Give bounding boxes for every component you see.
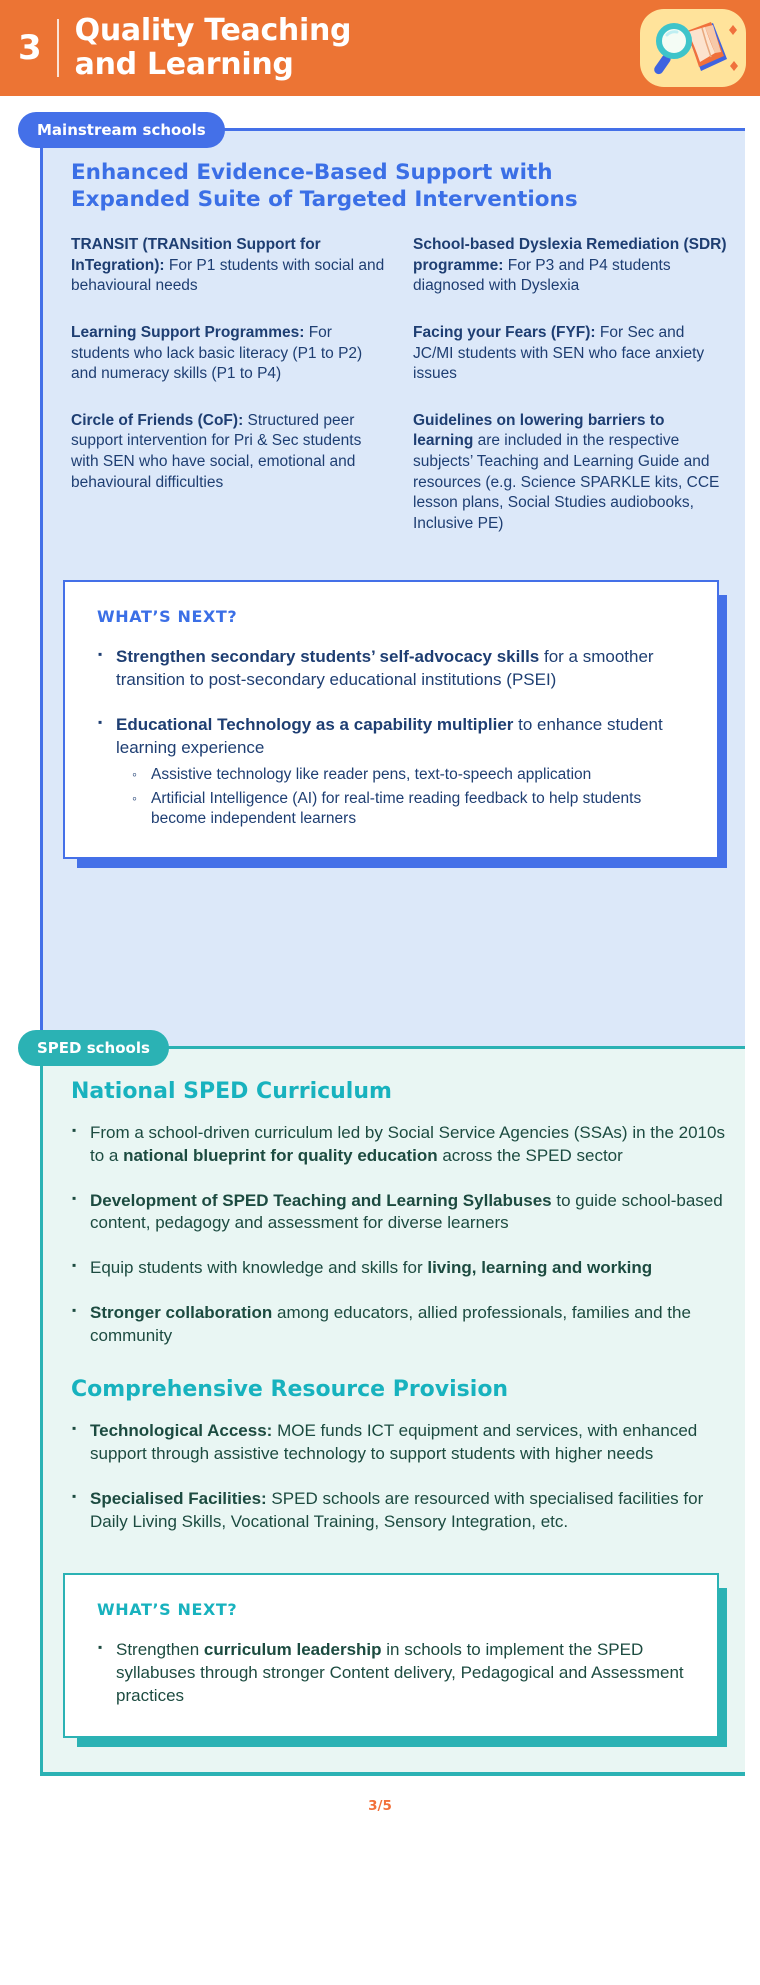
mainstream-badge	[18, 112, 225, 148]
sped-curriculum-heading: National SPED Curriculum	[71, 1079, 392, 1104]
page-title	[75, 14, 640, 81]
whats-next-title: WHAT’S NEXT?	[97, 1600, 238, 1620]
whats-next-subitem: ◦ Artificial Intelligence (AI) for real-time reading feedback to help students become independent learners	[132, 789, 691, 829]
page-indicator: 3/5	[368, 1797, 392, 1814]
sped-section	[37, 1039, 745, 1776]
magnifier-icon	[652, 26, 689, 76]
whats-next-item	[97, 646, 691, 692]
whats-next-subitem: ◦ Assistive technology like reader pens, text-to-speech application	[132, 765, 691, 785]
intervention-item: School-based Dyslexia Remediation (SDR) programme: For P3 and P4 students diagnosed with Dyslexia	[413, 236, 727, 295]
intervention-item: TRANSIT (TRANsition Support for InTegration): For P1 students with social and behavioural needs	[71, 236, 385, 295]
whats-next-list	[97, 1639, 691, 1707]
whats-next-list	[97, 646, 691, 828]
whats-next-item	[97, 1639, 691, 1707]
mainstream-heading	[71, 159, 729, 213]
header-divider	[57, 19, 59, 77]
section-number: 3	[18, 28, 42, 68]
sped-curriculum-list	[71, 1122, 729, 1347]
mainstream-whats-next-box	[63, 580, 719, 858]
whats-next-item-text: Educational Technology as a capability multiplier to enhance student learning experience	[116, 715, 663, 757]
book-magnifier-icon	[640, 9, 746, 87]
intervention-columns	[71, 235, 729, 534]
sped-curriculum-item: ▪ From a school-driven curriculum led by Social Service Agencies (SSAs) in the 2010s to a national blueprint for quality education across the SPED sector	[71, 1122, 729, 1168]
page-title-line2: and Learning	[74, 47, 294, 82]
sped-curriculum-item: ▪ Stronger collaboration among educators, allied professionals, families and the community	[71, 1302, 729, 1348]
sped-badge-label: SPED schools	[37, 1039, 150, 1057]
mainstream-heading-line2: Expanded Suite of Targeted Interventions	[71, 187, 578, 213]
whats-next-title: WHAT’S NEXT?	[97, 607, 238, 627]
sped-badge	[18, 1030, 169, 1066]
interventions-left-column	[71, 235, 387, 534]
mainstream-section	[37, 121, 745, 1046]
interventions-right-column	[413, 235, 729, 534]
page-title-line1: Quality Teaching	[74, 13, 352, 49]
intervention-item: Circle of Friends (CoF): Structured peer support intervention for Pri & Sec students with SEN who have social, emotional and behavioural difficulties	[71, 411, 362, 491]
whats-next-sublist	[132, 765, 691, 829]
whats-next-item-text: Strengthen secondary students’ self-advocacy skills for a smoother transition to post-secondary educational institutions (PSEI)	[116, 647, 654, 690]
sparkle-diamond-icon	[730, 61, 738, 71]
sped-curriculum-item: ▪ Development of SPED Teaching and Learning Syllabuses to guide school-based content, pedagogy and assessment for diverse learners	[71, 1190, 729, 1236]
sped-whats-next-box	[63, 1573, 719, 1737]
sped-resources-item: ▪ Technological Access: MOE funds ICT equipment and services, with enhanced support through assistive technology to support students with higher needs	[71, 1420, 729, 1466]
mainstream-badge-label: Mainstream schools	[37, 121, 206, 139]
whats-next-item	[97, 714, 691, 829]
open-book-icon	[687, 22, 727, 71]
whats-next-item-text: Strengthen curriculum leadership in schools to implement the SPED syllabuses through stronger Content delivery, Pedagogical and Assessment practices	[116, 1640, 684, 1705]
sped-curriculum-item: ▪ Equip students with knowledge and skills for living, learning and working	[71, 1257, 729, 1280]
page-header	[0, 0, 760, 96]
sped-resources-heading: Comprehensive Resource Provision	[71, 1377, 509, 1403]
book-magnifier-glyph	[647, 15, 739, 81]
mainstream-heading-line1: Enhanced Evidence-Based Support with	[71, 160, 553, 185]
intervention-item: Guidelines on lowering barriers to learning are included in the respective subjects’ Teaching and Learning Guide and resources (e.g. Science SPARKLE kits, CCE lesson plans, Social Studies audiobooks, Inclusive PE)	[413, 411, 720, 532]
sped-resources-list	[71, 1420, 729, 1533]
sparkle-diamond-icon	[729, 25, 737, 35]
sped-resources-item: ▪ Specialised Facilities: SPED schools are resourced with specialised facilities for Daily Living Skills, Vocational Training, Sensory Integration, etc.	[71, 1488, 729, 1534]
intervention-item: Facing your Fears (FYF): For Sec and JC/MI students with SEN who face anxiety issues	[413, 323, 705, 383]
intervention-item: Learning Support Programmes: For students who lack basic literacy (P1 to P2) and numeracy skills (P1 to P4)	[71, 323, 363, 383]
